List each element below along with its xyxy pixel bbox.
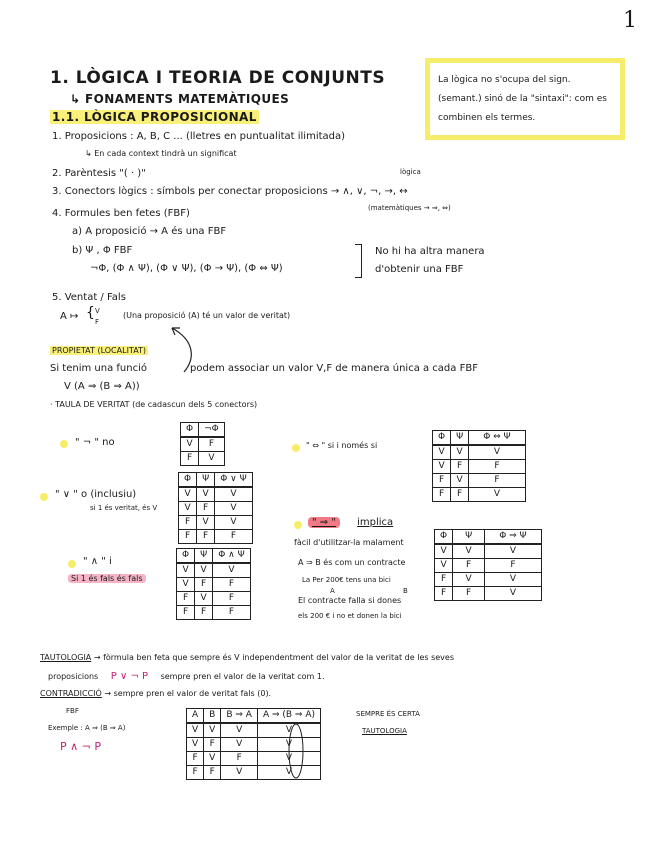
table-cell: V [213, 563, 250, 578]
table-cell: F [433, 488, 451, 502]
table-cell: F [179, 516, 197, 530]
table-cell: F [199, 437, 225, 452]
list-item-3-tag: lògica [400, 168, 421, 176]
table-cell: V [221, 738, 258, 752]
table-header: B ⇒ A [221, 709, 258, 724]
table-cell: F [181, 452, 199, 466]
or-label: " ∨ " o (inclusiu) [55, 489, 137, 500]
table-cell: V [453, 573, 485, 587]
property-label-text: PROPIETAT (LOCALITAT) [52, 346, 147, 355]
table-cell: F [453, 559, 485, 573]
list-item-3: 3. Conectors lògics : símbols per conectar proposicions → ∧, ∨, ¬, →, ↔ [52, 186, 408, 197]
table-cell: V [195, 592, 213, 606]
page-title: 1. LÒGICA I TEORIA DE CONJUNTS [50, 68, 386, 88]
and-sub-text: Si 1 és fals és fals [68, 574, 146, 583]
tautology-def: → fòrmula ben feta que sempre és V independentment del valor de la veritat de les seves [93, 653, 454, 662]
list-item-2: 2. Parèntesis "( · )" [52, 168, 146, 179]
imp-note3-b: B [403, 587, 408, 595]
table-cell: V [197, 516, 215, 530]
table-cell: F [213, 578, 250, 592]
list-item-5: 5. Ventat / Fals [52, 292, 126, 303]
table-cell: V [215, 487, 252, 502]
example-formula: P ∧ ¬ P [60, 740, 102, 753]
table-cell: V [221, 766, 258, 780]
tautology-line2b: sempre pren el valor de la veritat com 1. [160, 672, 325, 681]
and-sub [68, 574, 146, 583]
list-item-1-sub: ↳ En cada context tindrà un significat [85, 149, 237, 158]
bullet-dot [68, 560, 76, 568]
table-cell: F [177, 606, 195, 620]
table-cell: V [485, 587, 541, 601]
table-header: ¬Φ [199, 423, 225, 438]
list-item-5-map: A ↦ [60, 311, 79, 322]
table-header: Ψ [195, 549, 213, 564]
table-header: A [187, 709, 204, 724]
table-header: Φ [435, 530, 453, 545]
imp-note2: A ⇒ B és com un contracte [298, 558, 406, 567]
imp-note5: els 200 € i no et donen la bici [298, 612, 402, 620]
tautology-line2 [48, 671, 325, 682]
not-label: " ¬ " no [75, 437, 115, 448]
list-item-4: 4. Formules ben fetes (FBF) [52, 208, 190, 219]
table-header: Ψ [197, 473, 215, 488]
table-cell: V [469, 445, 525, 460]
table-cell: V [485, 573, 541, 587]
table-header: Φ [181, 423, 199, 438]
list-item-4b-note1: No hi ha altra manera [375, 246, 485, 257]
table-cell: V [257, 723, 320, 738]
table-header: Φ ∨ Ψ [215, 473, 252, 488]
table-header: Ψ [451, 431, 469, 446]
table-cell: F [435, 573, 453, 587]
table-cell: V [215, 516, 252, 530]
table-cell: F [195, 606, 213, 620]
brace-divider [355, 244, 362, 278]
section-heading [50, 110, 259, 124]
bullet-dot [60, 440, 68, 448]
property-line1b: podem associar un valor V,F de manera única a cada FBF [190, 363, 478, 374]
table-cell: F [177, 592, 195, 606]
table-cell: V [199, 452, 225, 466]
imp-label-text: " ⇒ " [308, 517, 340, 528]
table-header: Φ [433, 431, 451, 446]
table-cell: V [451, 445, 469, 460]
imp-word: implica [357, 517, 394, 528]
table-cell: F [453, 587, 485, 601]
tautology-line1 [40, 653, 454, 662]
table-header: Φ ∧ Ψ [213, 549, 250, 564]
table-cell: V [179, 502, 197, 516]
table-cell: V [195, 563, 213, 578]
table-cell: V [221, 723, 258, 738]
list-item-5-f: F [95, 318, 100, 326]
table-cell: F [469, 474, 525, 488]
always-true-label: SEMPRE ÉS CERTA [356, 710, 420, 718]
list-item-4b: b) Ψ , Φ FBF [72, 245, 133, 256]
table-cell: V [257, 738, 320, 752]
table-cell: F [469, 460, 525, 474]
table-header: Ψ [453, 530, 485, 545]
table-cell: F [221, 752, 258, 766]
table-cell: F [213, 606, 250, 620]
list-item-3-math: (matemàtiques → ⇒, ⇔) [368, 204, 451, 212]
table-cell: V [181, 437, 199, 452]
table-header: Φ ⇔ Ψ [469, 431, 525, 446]
table-cell: V [215, 502, 252, 516]
list-item-4b-exprs: ¬Φ, (Φ ∧ Ψ), (Φ ∨ Ψ), (Φ → Ψ), (Φ ⇔ Ψ) [90, 263, 283, 274]
page-number: 1 [623, 8, 637, 33]
fbf-label: FBF [66, 707, 79, 715]
table-cell: F [195, 578, 213, 592]
list-item-5-desc: (Una proposició (A) té un valor de veritat) [123, 311, 291, 320]
table-cell: F [215, 530, 252, 544]
table-header: B [204, 709, 221, 724]
imp-note4: El contracte falla si dones [298, 596, 402, 605]
list-item-4a: a) A proposició → A és una FBF [72, 226, 227, 237]
table-cell: V [433, 460, 451, 474]
table-cell: F [204, 766, 221, 780]
table-cell: V [435, 559, 453, 573]
property-line3: · TAULA DE VERITAT (de cadascun dels 5 conectors) [50, 400, 258, 409]
list-item-1: 1. Proposicions : A, B, C ... (lletres en puntualitat ilimitada) [52, 131, 346, 142]
tautology-line2a: proposicions [48, 672, 99, 681]
not-truth-table [180, 422, 225, 466]
section-heading-text: 1.1. LÒGICA PROPOSICIONAL [52, 110, 257, 124]
table-cell: V [485, 544, 541, 559]
list-item-5-v: V [95, 307, 100, 315]
and-truth-table [176, 548, 251, 620]
table-cell: V [451, 474, 469, 488]
bullet-dot [40, 493, 48, 501]
table-header: Φ [179, 473, 197, 488]
imp-truth-table [434, 529, 542, 601]
tautology-formula: P ∨ ¬ P [110, 671, 149, 682]
table-cell: F [451, 488, 469, 502]
table-cell: F [179, 530, 197, 544]
contradiction-line [40, 689, 271, 698]
table-header: A ⇒ (B ⇒ A) [257, 709, 320, 724]
or-truth-table [178, 472, 253, 544]
table-cell: F [187, 766, 204, 780]
column-circle-icon [286, 722, 306, 780]
tautology-word: TAUTOLOGIA [362, 727, 407, 735]
table-cell: F [485, 559, 541, 573]
example-line: Exemple : A ⇒ (B ⇒ A) [48, 724, 126, 732]
table-cell: V [177, 578, 195, 592]
table-cell: F [197, 530, 215, 544]
or-sub: si 1 és veritat, és V [90, 504, 158, 512]
table-cell: F [187, 752, 204, 766]
table-header: Φ [177, 549, 195, 564]
iff-label: " ⇔ " si i només si [306, 441, 378, 450]
table-cell: V [453, 544, 485, 559]
table-cell: F [213, 592, 250, 606]
table-cell: V [187, 723, 204, 738]
page-subtitle: ↳ FONAMENTS MATEMÀTIQUES [70, 92, 290, 106]
table-header: Φ ⇒ Ψ [485, 530, 541, 545]
bullet-dot [294, 521, 302, 529]
table-cell: V [179, 487, 197, 502]
imp-note1: fàcil d'utilitzar-la malament [294, 538, 404, 547]
table-cell: V [433, 445, 451, 460]
table-cell: V [177, 563, 195, 578]
table-cell: F [197, 502, 215, 516]
bullet-dot [292, 444, 300, 452]
imp-label [308, 517, 393, 528]
table-cell: V [187, 738, 204, 752]
imp-note3: La Per 200€ tens una bici [302, 576, 391, 584]
table-cell: V [257, 752, 320, 766]
table-cell: F [433, 474, 451, 488]
brace-symbol: { [86, 305, 95, 321]
contradiction-label: CONTRADICCIÓ [40, 689, 102, 698]
table-cell: V [435, 544, 453, 559]
table-cell: F [204, 738, 221, 752]
and-label: " ∧ " i [83, 556, 112, 567]
imp-note3-a: A [330, 587, 335, 595]
property-label [50, 346, 148, 355]
table-cell: V [197, 487, 215, 502]
note-box: La lògica no s'ocupa del sign. (semant.) sinó de la "sintaxi": com es combinen els termes. [425, 58, 625, 140]
table-cell: F [435, 587, 453, 601]
tautology-label: TAUTOLOGIA [40, 653, 92, 662]
table-cell: V [204, 723, 221, 738]
table-cell: F [451, 460, 469, 474]
contradiction-text: → sempre pren el valor de veritat fals (0). [104, 689, 272, 698]
table-cell: V [204, 752, 221, 766]
table-cell: V [469, 488, 525, 502]
property-line2: V (A ⇒ (B ⇒ A)) [64, 381, 140, 392]
list-item-4b-note2: d'obtenir una FBF [375, 264, 464, 275]
table-cell: V [257, 766, 320, 780]
iff-truth-table [432, 430, 526, 502]
property-line1a: Si tenim una funció [50, 363, 147, 374]
